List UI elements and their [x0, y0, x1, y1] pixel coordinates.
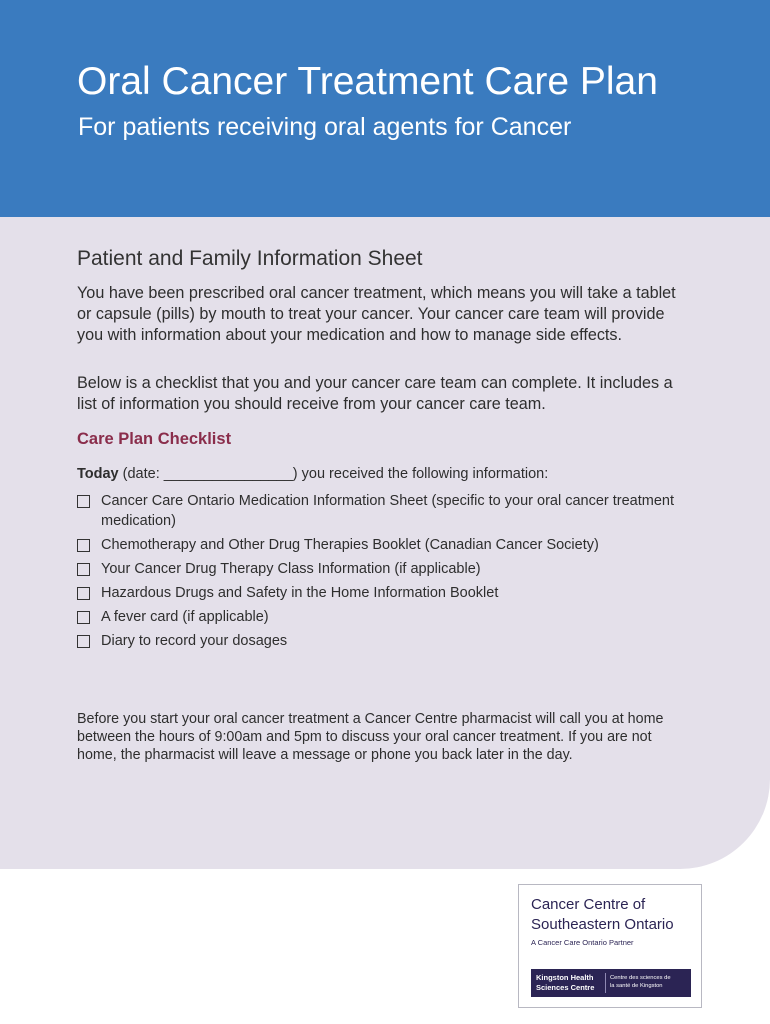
checkbox[interactable] — [77, 587, 90, 600]
checkbox[interactable] — [77, 611, 90, 624]
checklist-item[interactable] — [77, 607, 677, 627]
khsc-fr-line-2: la santé de Kingston — [610, 982, 663, 989]
cancer-centre-logo — [518, 884, 702, 1008]
logo-name-line-1: Cancer Centre of — [531, 896, 646, 913]
logo-name-line-2: Southeastern Ontario — [531, 916, 674, 933]
logo-partner-text: A Cancer Care Ontario Partner — [531, 938, 634, 947]
document-subtitle: For patients receiving oral agents for Cancer — [78, 113, 572, 141]
today-date-line — [77, 466, 548, 482]
today-label: Today — [77, 466, 119, 482]
checklist-item-label: Chemotherapy and Other Drug Therapies Booklet (Canadian Cancer Society) — [101, 537, 599, 553]
checklist — [77, 491, 677, 655]
today-date-text: (date: ________________) you received the following information: — [118, 466, 549, 482]
khsc-name — [536, 973, 594, 993]
document-title: Oral Cancer Treatment Care Plan — [77, 60, 658, 103]
khsc-name-line-1: Kingston Health — [536, 973, 594, 982]
checkbox[interactable] — [77, 495, 90, 508]
checklist-item[interactable] — [77, 559, 677, 579]
checklist-title: Care Plan Checklist — [77, 430, 232, 448]
checklist-item[interactable] — [77, 631, 677, 651]
checklist-item-label: Cancer Care Ontario Medication Information Sheet (specific to your oral cancer treatment medication) — [101, 493, 675, 529]
checklist-item[interactable] — [77, 583, 677, 603]
intro-paragraph-2: Below is a checklist that you and your cancer care team can complete. It includes a list of information you should receive from your cancer care team. — [77, 374, 673, 413]
checklist-item-label: Your Cancer Drug Therapy Class Information (if applicable) — [101, 561, 481, 577]
checklist-item-label: Hazardous Drugs and Safety in the Home Information Booklet — [101, 585, 499, 601]
section-title: Patient and Family Information Sheet — [77, 247, 423, 270]
logo-divider — [605, 973, 606, 993]
header-banner — [0, 0, 770, 217]
khsc-name-french — [610, 975, 671, 990]
checkbox[interactable] — [77, 563, 90, 576]
khsc-name-line-2: Sciences Centre — [536, 983, 595, 992]
intro-paragraph-1: You have been prescribed oral cancer treatment, which means you will take a tablet or capsule (pills) by mouth to treat your cancer. Your cancer care team will provide you with information about your medication and how to manage side effects. — [77, 284, 676, 344]
checklist-item-label: Diary to record your dosages — [101, 633, 288, 649]
khsc-logo-band — [531, 969, 691, 997]
pharmacist-note: Before you start your oral cancer treatment a Cancer Centre pharmacist will call you at home between the hours of 9:00am and 5pm to discuss your oral cancer treatment. If you are not home, the pharmacist will leave a message or phone you back later in the day. — [77, 711, 664, 763]
checklist-item[interactable] — [77, 491, 677, 531]
khsc-fr-line-1: Centre des sciences de — [610, 975, 671, 981]
checklist-item-label: A fever card (if applicable) — [101, 609, 269, 625]
checkbox[interactable] — [77, 539, 90, 552]
checkbox[interactable] — [77, 635, 90, 648]
checklist-item[interactable] — [77, 535, 677, 555]
